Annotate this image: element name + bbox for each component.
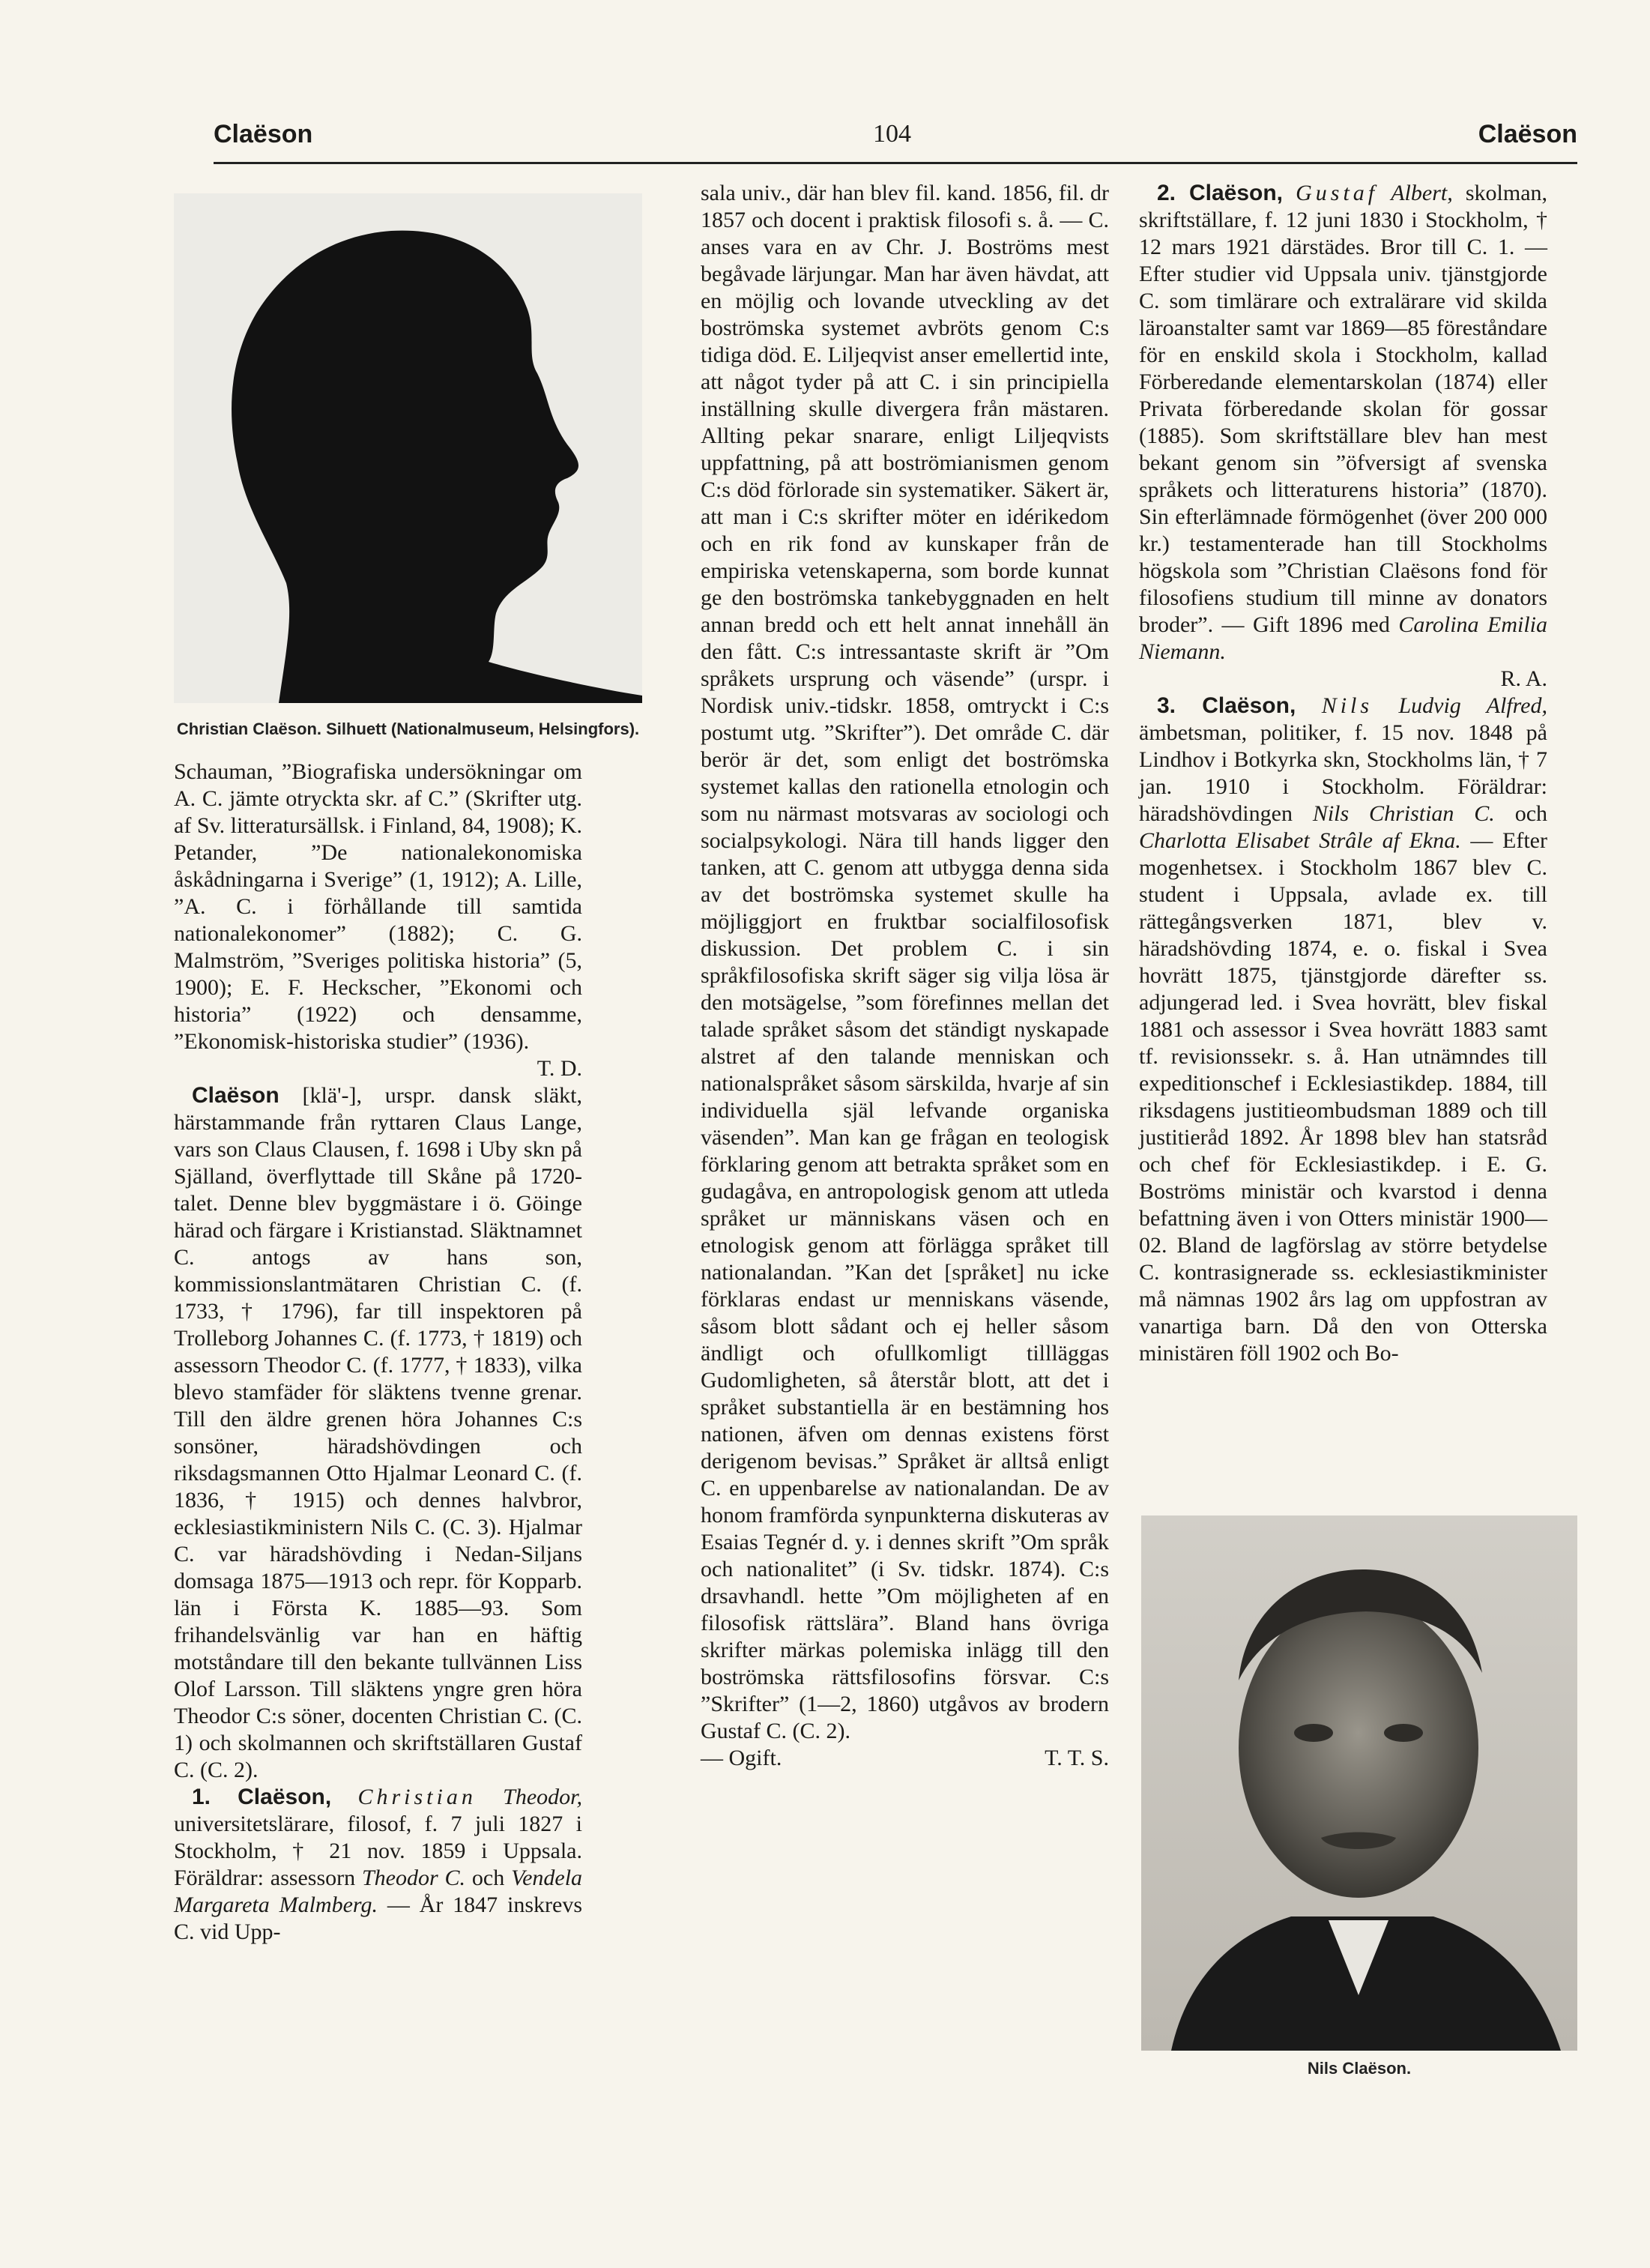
marital-status: — Ogift. xyxy=(701,1746,782,1770)
bibliography-paragraph xyxy=(174,758,582,1082)
parent-name: Vendela Margareta Malmberg. xyxy=(174,1866,583,1917)
family-entry xyxy=(174,1082,582,1784)
entry-ending xyxy=(701,1745,1109,1772)
parent-name: Theodor C. xyxy=(361,1866,466,1890)
nils-claeson-portrait-image xyxy=(1141,1515,1577,2051)
entry-middle-name: Ludvig Alfred, xyxy=(1398,693,1547,718)
entry-first-name: Christian xyxy=(357,1785,477,1809)
parent-name: Nils Christian C. xyxy=(1312,801,1495,826)
author-signature: R. A. xyxy=(1500,666,1547,691)
entry-text: sala univ., där han blev fil. kand. 1856, fil. dr 1857 och docent i praktisk filosofi s. å. — C. anses vara en av Chr. J. Boströms mest begåvade lärjungar. Man har även hävdat, att en möjlig och lovande utveckling av det boströmska systemet avbröts genom C:s tidiga död. E. Liljeqvist anser emellertid inte, att något tyder på att C. i sin principiella inställning skulle divergera från mästaren. Allting pekar snarare, enligt Liljeqvists uppfattning, på att boströmianismen genom C:s död förlorade sin systematiker. Säkert är, att man i C:s skrifter möter en idérikedom och en rik fond av kunskaper från de empiriska vetenskaperna, som borde kunnat ge den boströmska tankebyggnaden en helt annan bredd och ett helt annat innehåll än den fått. C:s intressantaste skrift är ”Om språkets ursprung och väsende” (urspr. i Nordisk univ.-tidskr. 1858, omtryckt i C:s postumt utg. ”Skrifter”). Det område C. där berör är det, som enligt det boströmska systemet kallas den rationella etnologin och som nu närmast motsvaras av sociologi och socialpsykologi. Nära till hands ligger den tanken, att C. genom att utbygga denna sida av det boströmska systemet skulle ha möjliggjort en fruktbar socialfilosofisk diskussion. Det problem C. i sin språkfilosofiska skrift säger sig vilja lösa är den motsägelse, ”som förefinnes mellan det talade språket såsom det ständigt nyskapade alstret af den talande menniskan och nationalspråket såsom särskilda, hvarje af sin individuella själ lefvande organiska väsenden”. Man kan ge frågan en teologisk förklaring genom att betrakta språket som en gudagåva, en antropologisk genom att utleda språket ur människans väsen och en etnologisk genom att förlägga språket till nationalandan. ”Kan det [språket] nu icke förklaras endast ur menniskans väsende, såsom blott sådant och ej heller såsom ändligt och ofullkomligt tillläggas Gudomligheten, så återstår blott, att det i språket substantiella är en bestämning hos nationen, äfven om dennas existens först derigenom bevisas.” Språket är alltså enligt C. en uppenbarelse av nationalandan. De av honom framförda synpunkterna diskuteras av Esaias Tegnér d. y. i dennes skrift ”Om språk och nationalitet” (i Sv. tidskr. 1874). C:s drsavhandl. hette ”Om möjligheten af en filosofisk rättslära”. Bland hans övriga skrifter märkas polemiska inlägg till den boströmska rättsfilosofins försvar. C:s ”Skrifter” (1—2, 1860) utgåvos av brodern Gustaf C. (C. 2). xyxy=(701,181,1109,1743)
entry-middle-name: Theodor, xyxy=(503,1785,583,1809)
entry-text: — År 1847 inskrevs C. vid Upp- xyxy=(174,1892,582,1944)
entry-headword: 3. Claëson, xyxy=(1157,693,1296,718)
conjunction: och xyxy=(471,1866,505,1890)
column-1 xyxy=(174,758,582,1946)
author-signature: T. D. xyxy=(537,1056,582,1081)
entry-nils xyxy=(1139,693,1547,1367)
parent-name: Charlotta Elisabet Strâle af Ekna. xyxy=(1139,828,1461,853)
running-head-left: Claëson xyxy=(214,120,313,148)
entry-text: ämbetsman, politiker, f. 15 nov. 1848 på Lindhov i Botkyrka skn, Stockholms län, † 7 jan. 1910 i Stockholm. Föräldrar: häradshövdingen xyxy=(1139,720,1547,826)
entry-headword: 2. Claëson, xyxy=(1157,181,1283,205)
page-number: 104 xyxy=(873,120,911,148)
entry-christian xyxy=(174,1784,582,1946)
bibliography-text: Schauman, ”Biografiska undersökningar om A. C. jämte otryckta skr. af C.” (Skrifter utg. af Sv. litteratursällsk. i Finland, 84, 1908); K. Petander, ”De nationalekonomiska åskådningarna i Sverige” (1, 1912); A. Lille, ”A. C. i förhållande till samtida nationalekonomer” (1882); C. G. Malmström, ”Sveriges politiska historia” (5, 1900); E. F. Heckscher, ”Ekonomi och historia” (1922) och densamme, ”Ekonomisk-historiska studier” (1936). xyxy=(174,759,582,1054)
running-head-right: Claëson xyxy=(1478,120,1577,148)
spouse-name: Carolina Emilia Niemann. xyxy=(1139,612,1547,664)
entry-first-name: Gustaf xyxy=(1296,181,1379,205)
running-head xyxy=(214,120,1577,162)
entry-headword: Claëson xyxy=(192,1083,279,1108)
entry-headword: 1. Claëson, xyxy=(192,1785,332,1809)
silhouette-portrait-image xyxy=(174,193,642,703)
entry-middle-name: Albert, xyxy=(1391,181,1453,205)
author-signature: T. T. S. xyxy=(1045,1746,1109,1770)
entry-first-name: Nils xyxy=(1321,693,1374,718)
entry-text: skolman, skriftställare, f. 12 juni 1830 i Stockholm, † 12 mars 1921 därstädes. Bror till C. 1. — Efter studier vid Uppsala univ. tjänstgjorde C. som timlärare och extralärare vid skilda läroanstalter samt var 1869—85 föreståndare för en enskild skola i Stockholm, kallad Förberedande elementarskolan (1874) eller Privata förberedande skolan för gossar (1885). Som skriftställare blev han mest bekant genom sin ”öfversigt af svenska språkets och litteraturens historia” (1870). Sin efterlämnade förmögenhet (över 200 000 kr.) testamenterade han till Stockholms högskola som ”Christian Claësons fond för filosofiens studium till minne av donators broder”. — Gift 1896 med xyxy=(1139,181,1548,637)
entry-text: — Efter mogenhetsex. i Stockholm 1867 blev C. student i Uppsala, avlade ex. till rättegångsverken 1871, blev v. häradshövding 1874, e. o. fiskal i Svea hovrätt 1875, tjänstgjorde därefter ss. adjungerad led. i Svea hovrätt, blev fiskal 1881 och assessor i Svea hovrätt 1883 samt tf. revisionssekr. s. å. Han utnämndes till expeditionschef i Ecklesiastikdep. 1884, till riksdagens justitieombudsman 1889 och till justitieråd 1892. År 1898 blev han statsråd och chef för Ecklesiastikdep. i E. G. Boströms ministär och kvarstod i denna befattning även i von Otters ministär 1900—02. Bland de lagförslag av större betydelse C. kontrasignerade ss. ecklesiastikminister må nämnas 1902 års lag om uppfostran av vanartiga barn. Då den von Otterska ministären föll 1902 och Bo- xyxy=(1139,828,1547,1366)
family-entry-text: [klä'-], urspr. dansk släkt, härstammande från ryttaren Claus Lange, vars son Claus Clausen, f. 1698 i Uby skn på Själland, överflyttade till Skåne på 1720-talet. Denne blev byggmästare i ö. Göinge härad och färgare i Kristianstad. Släktnamnet C. antogs av hans son, kommissionslantmätaren Christian C. (f. 1733, † 1796), far till inspektoren på Trolleborg Johannes C. (f. 1773, † 1819) och assessorn Theodor C. (f. 1777, † 1833), vilka blevo stamfäder för släktens tvenne grenar. Till den äldre grenen höra Johannes C:s sonsöner, häradshövdingen och riksdagsmannen Otto Hjalmar Leonard C. (f. 1836, † 1915) och dennes halvbror, ecklesiastikministern Nils C. (C. 3). Hjalmar C. var häradshövding i Nedan-Siljans domsaga 1875—1913 och repr. för Kopparb. län i Första K. 1885—93. Som frihandelsvänlig var han en häftig motståndare till den bekante tullvännen Liss Olof Larsson. Till släktens yngre gren höra Theodor C:s söner, docenten Christian C. (C. 1) och skolmannen och skriftställaren Gustaf C. (C. 2). xyxy=(174,1083,582,1782)
portrait-caption: Nils Claëson. xyxy=(1307,2059,1412,2078)
column-2 xyxy=(701,180,1109,1772)
entry-continuation xyxy=(701,180,1109,1745)
header-rule xyxy=(214,162,1577,164)
silhouette-caption: Christian Claëson. Silhuett (Nationalmuseum, Helsingfors). xyxy=(176,720,640,738)
entry-text: universitetslärare, filosof, f. 7 juli 1827 i Stockholm, † 21 nov. 1859 i Uppsala. Föräldrar: assessorn xyxy=(174,1812,582,1890)
entry-gustaf xyxy=(1139,180,1547,693)
column-3 xyxy=(1139,180,1547,1367)
conjunction: och xyxy=(1514,801,1548,826)
